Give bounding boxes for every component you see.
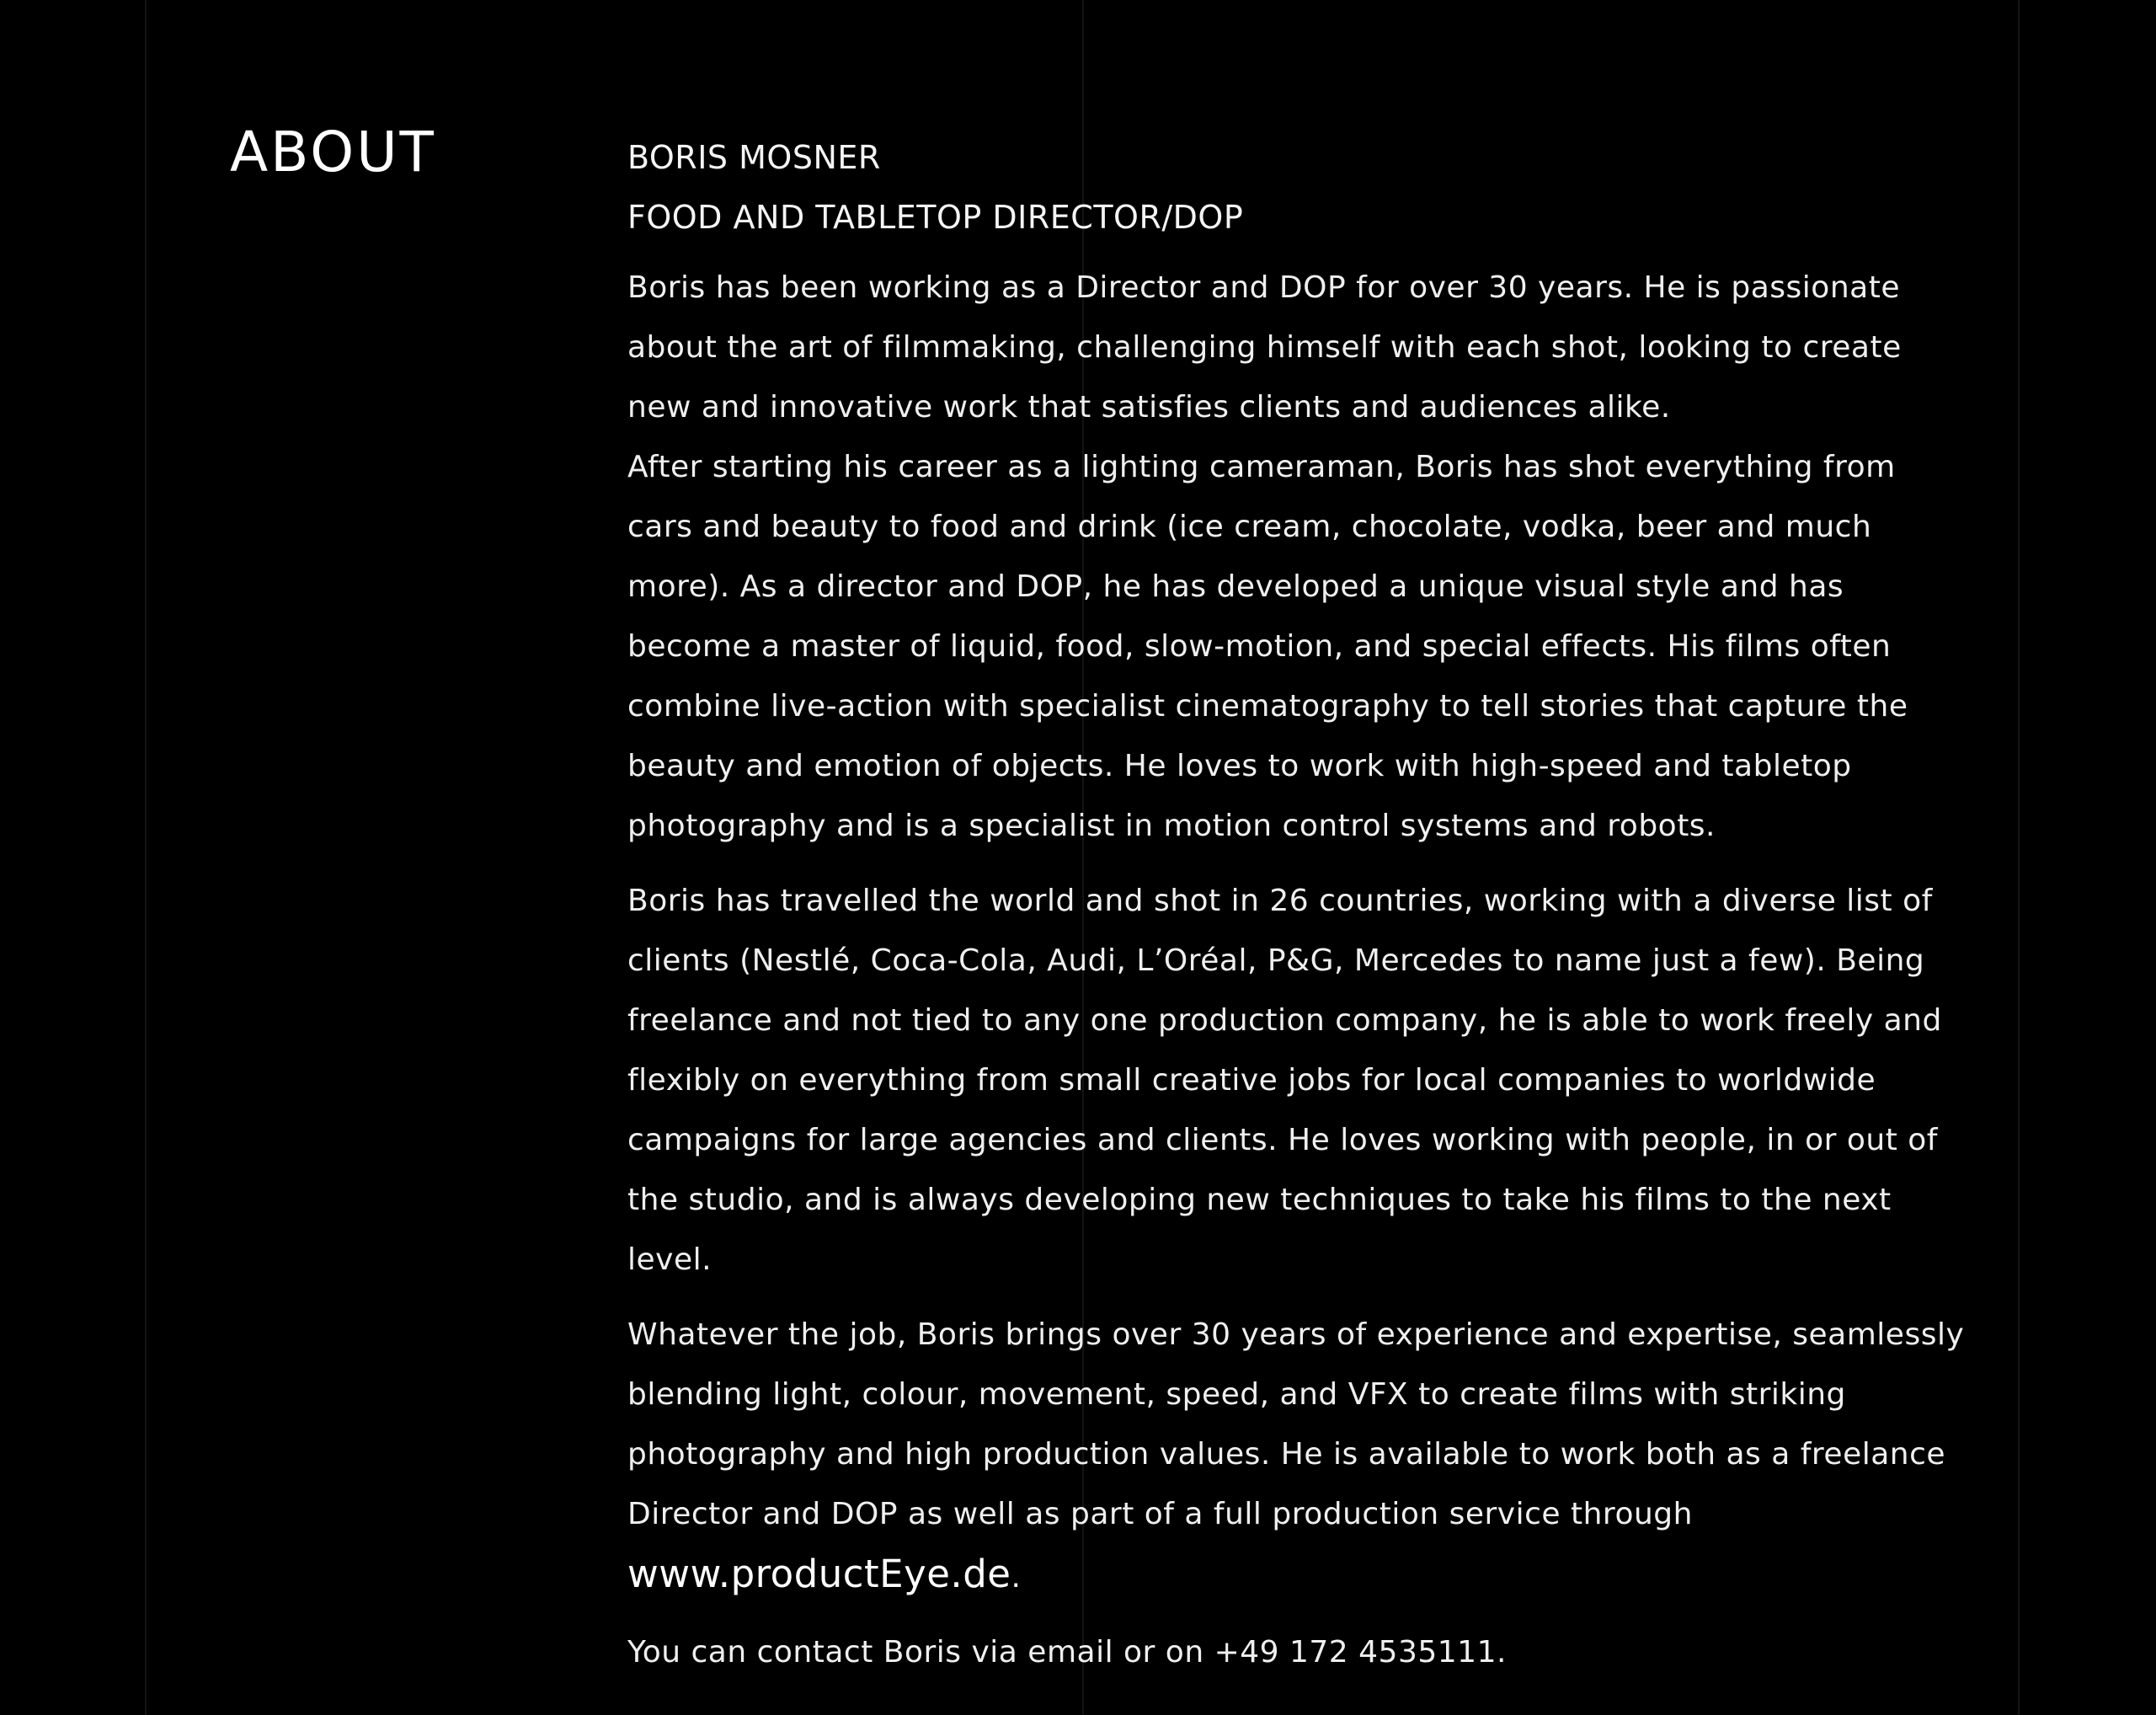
profile-name: BORIS MOSNER: [627, 139, 881, 176]
bio-paragraph-services-text: Whatever the job, Boris brings over 30 years of experience and expertise, seamlessly blending light, colour, movement, speed, and VFX to create films with striking photography and high production values. He is available to work both as a freelance Director and DOP as well as part of a full production service through: [627, 1317, 1965, 1531]
profile-role: FOOD AND TABLETOP DIRECTOR/DOP: [627, 199, 1244, 236]
bio-paragraph-services: [627, 1305, 1967, 1607]
layout-guide-line-right: [2018, 0, 2020, 1715]
section-title: ABOUT: [230, 120, 436, 184]
bio-paragraph-travel-text: Boris has travelled the world and shot in 26 countries, working with a diverse list of clients (Nestlé, Coca-Cola, Audi, L’Oréal, P&G, Mercedes to name just a few). Being freelance and not tied to any one production company, he is able to work freely and flexibly on everything from small creative jobs for local companies to worldwide campaigns for large agencies and clients. He loves working with people, in or out of the studio, and is always developing new techniques to take his films to the next level.: [627, 884, 1942, 1277]
bio-paragraph-intro: Boris has been working as a Director and DOP for over 30 years. He is passionate about the art of filmmaking, challenging himself with each shot, looking to create new and innovative work that satisfies clients and audiences alike.: [627, 270, 1902, 425]
bio-paragraph-contact: You can contact Boris via email or on +49 172 4535111.: [627, 1635, 1507, 1670]
website-link-period: .: [1011, 1560, 1022, 1595]
bio: [627, 258, 1967, 1682]
bio-paragraph-career: After starting his career as a lighting cameraman, Boris has shot everything from cars and beauty to food and drink (ice cream, chocolate, vodka, beer and much more). As a director and DOP, he has developed a unique visual style and has become a master of liquid, food, slow-motion, and special effects. His films often combine live-action with specialist cinematography to tell stories that capture the beauty and emotion of objects. He loves to work with high-speed and tabletop photography and is a specialist in motion control systems and robots.: [627, 450, 1908, 843]
layout-guide-line-left: [145, 0, 147, 1715]
about-content: [627, 128, 1967, 1682]
website-link[interactable]: www.productEye.de: [627, 1552, 1011, 1596]
bio-paragraph-travel: [627, 871, 1967, 1290]
